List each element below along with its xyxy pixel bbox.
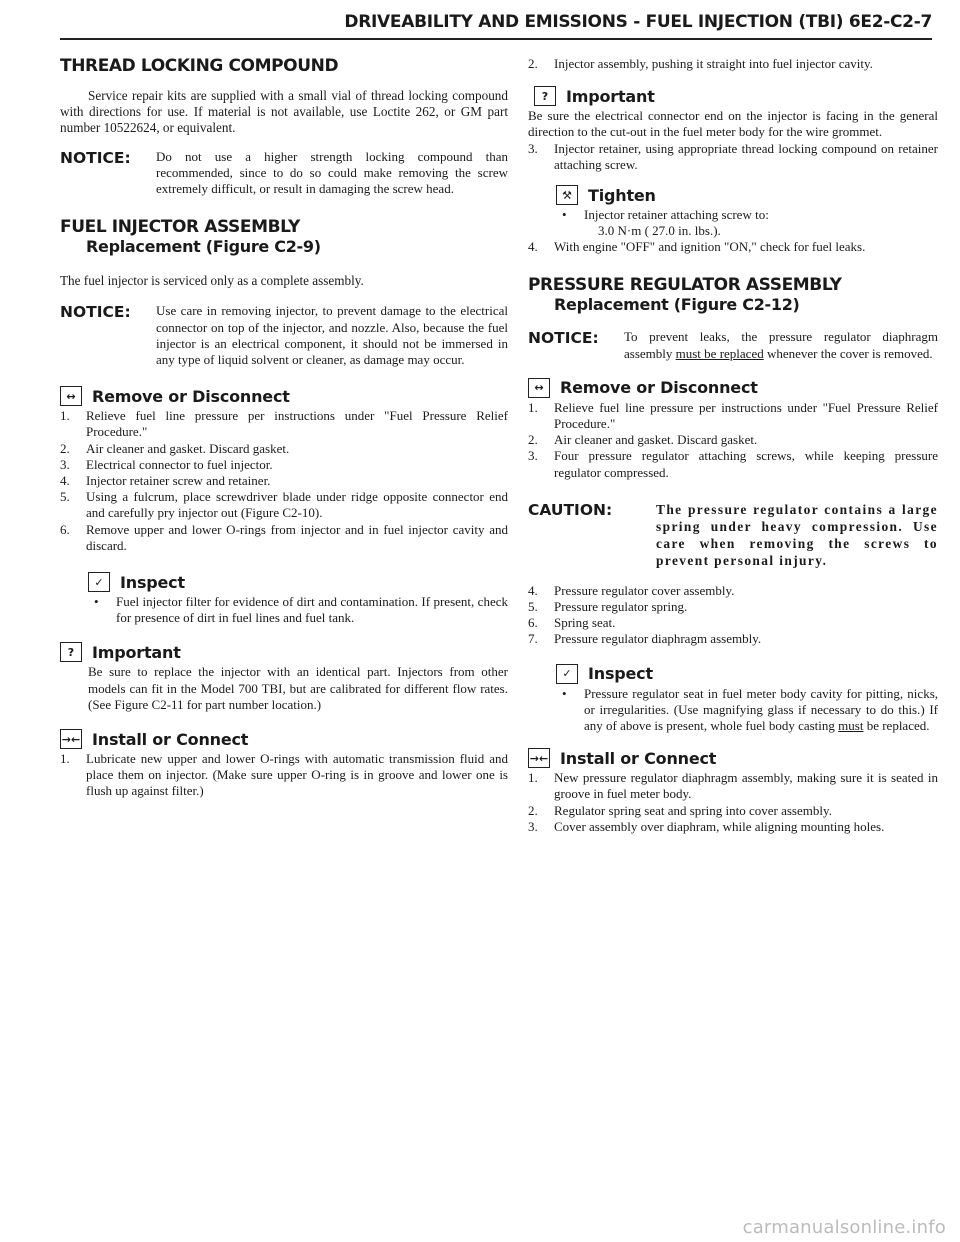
install-heading	[528, 746, 938, 770]
right-column	[528, 56, 938, 835]
notice-text: To prevent leaks, the pressure regulator diaphragm assembly must be replaced whenever the cover is removed.	[624, 329, 938, 361]
install-heading-label: Install or Connect	[560, 748, 717, 768]
list-item: 1. Lubricate new upper and lower O-rings with automatic transmission fluid and place them on injector. (Make sure upper O-ring is in groove and lower one is flush up against filter.)	[60, 751, 508, 799]
important-heading	[60, 640, 508, 664]
list-item: 1. New pressure regulator diaphragm assembly, making sure it is seated in groove in fuel meter body.	[528, 770, 938, 802]
tighten-heading	[556, 183, 938, 207]
list-item: 6. Spring seat.	[528, 615, 616, 631]
remove-disconnect-icon: ↔	[60, 386, 82, 406]
important-icon: ?	[534, 86, 556, 106]
remove-heading	[528, 376, 938, 400]
notice-label: NOTICE:	[528, 329, 599, 348]
inspect-icon: ✓	[556, 664, 578, 684]
torque-value: 3.0 N·m ( 27.0 in. lbs.).	[598, 223, 721, 239]
inspect-heading	[88, 570, 508, 594]
thread-notice	[60, 149, 508, 198]
notice-text: Do not use a higher strength locking compound than recommended, since to do so could make removing the screw extremely difficult, or result in damaging the screw head.	[156, 148, 508, 197]
important-heading-label: Important	[92, 642, 181, 662]
list-item: 2. Regulator spring seat and spring into cover assembly.	[528, 802, 832, 818]
inspect-list	[556, 686, 938, 735]
install-steps-continued	[528, 239, 938, 255]
bullet-icon: •	[562, 685, 567, 701]
remove-heading-label: Remove or Disconnect	[560, 378, 758, 398]
install-steps	[528, 770, 938, 835]
list-item: 2. Injector assembly, pushing it straight into fuel injector cavity.	[528, 56, 873, 71]
install-connect-icon: →←	[528, 748, 550, 768]
list-item: 3. Electrical connector to fuel injector.	[60, 456, 273, 472]
remove-heading	[60, 384, 508, 408]
notice-text: Use care in removing injector, to prevent damage to the electrical connector on top of the injector, and nozzle. Also, because the fuel injector is an electrical component, it should not be immersed in any type of liquid solvent or cleaner, as damage may occur.	[156, 303, 508, 368]
important-heading-label: Important	[566, 86, 655, 106]
remove-steps	[60, 408, 508, 554]
list-item: 4. Pressure regulator cover assembly.	[528, 582, 735, 598]
thread-locking-paragraph: Service repair kits are supplied with a small vial of thread locking compound with directions for use. If material is not available, use Loctite 262, or GM part number 10522624, or equivalent.	[60, 88, 508, 136]
list-item: 6. Remove upper and lower O-rings from injector and in fuel injector cavity and discard.	[60, 521, 508, 553]
remove-disconnect-icon: ↔	[528, 378, 550, 398]
list-item: 2. Air cleaner and gasket. Discard gasket.	[60, 440, 290, 456]
list-item: 5. Using a fulcrum, place screwdriver blade under ridge opposite connector end and carefully pry injector out (Figure C2-10).	[60, 489, 508, 521]
notice-label: NOTICE:	[60, 303, 131, 322]
page-header: DRIVEABILITY AND EMISSIONS - FUEL INJECTION (TBI) 6E2-C2-7	[60, 8, 932, 40]
list-item: • Fuel injector filter for evidence of dirt and contamination. If present, check for presence of dirt in fuel lines and fuel tank.	[88, 594, 508, 626]
wrench-icon: ⚒	[556, 185, 578, 205]
notice-label: NOTICE:	[60, 148, 131, 167]
caution-label: CAUTION:	[528, 500, 613, 519]
list-item: 2. Air cleaner and gasket. Discard gasket.	[528, 432, 758, 448]
inspect-list	[88, 594, 508, 626]
inspect-heading-label: Inspect	[120, 572, 185, 592]
list-item: 1. Relieve fuel line pressure per instructions under "Fuel Pressure Relief Procedure."	[528, 399, 938, 432]
inspect-heading	[556, 662, 938, 686]
list-item: 4. With engine "OFF" and ignition "ON," check for fuel leaks.	[528, 239, 866, 255]
watermark: carmanualsonline.info	[742, 1217, 946, 1238]
list-item: 5. Pressure regulator spring.	[528, 599, 688, 615]
inspect-heading-label: Inspect	[588, 664, 653, 684]
fuel-injector-paragraph: The fuel injector is serviced only as a complete assembly.	[60, 273, 364, 289]
install-heading-label: Install or Connect	[92, 729, 249, 749]
list-item: • Injector retainer attaching screw to:	[556, 207, 938, 223]
list-item: 3. Four pressure regulator attaching screws, while keeping pressure regulator compressed.	[528, 448, 938, 480]
tighten-heading-label: Tighten	[588, 185, 656, 205]
list-item: 4. Injector retainer screw and retainer.	[60, 473, 271, 489]
important-heading	[534, 84, 938, 108]
thread-locking-heading: THREAD LOCKING COMPOUND	[60, 56, 339, 76]
caution-text: The pressure regulator contains a large spring under heavy compression. Use care when removing the screws to prevent personal injury.	[656, 501, 938, 568]
list-item: 3. Injector retainer, using appropriate thread locking compound on retainer attaching screw.	[528, 140, 938, 172]
remove-steps-continued	[528, 583, 938, 648]
left-column	[60, 56, 508, 800]
install-steps-continued	[528, 56, 938, 72]
pressure-regulator-heading: PRESSURE REGULATOR ASSEMBLY	[528, 275, 842, 296]
fuel-injector-subheading: Replacement (Figure C2-9)	[86, 237, 321, 257]
remove-steps	[528, 400, 938, 481]
remove-heading-label: Remove or Disconnect	[92, 386, 290, 406]
list-item: 3. Cover assembly over diaphram, while aligning mounting holes.	[528, 818, 885, 834]
tighten-list	[556, 207, 938, 223]
list-item: 1. Relieve fuel line pressure per instructions under "Fuel Pressure Relief Procedure."	[60, 408, 508, 440]
install-steps-continued	[528, 141, 938, 173]
list-item: • Pressure regulator seat in fuel meter body cavity for pitting, nicks, or irregularities. (Use magnifying glass if necessary to do this.) If any of above is present, whole fuel body casting must be replaced.	[556, 686, 938, 735]
install-connect-icon: →←	[60, 729, 82, 749]
injector-notice	[60, 303, 508, 368]
pressure-regulator-subheading: Replacement (Figure C2-12)	[554, 295, 800, 315]
bullet-icon: •	[94, 594, 99, 610]
install-steps	[60, 751, 508, 800]
inspect-icon: ✓	[88, 572, 110, 592]
install-heading	[60, 727, 508, 751]
regulator-notice	[528, 329, 938, 361]
bullet-icon: •	[562, 207, 567, 223]
list-item: 7. Pressure regulator diaphragm assembly.	[528, 631, 762, 647]
caution-block	[528, 501, 938, 569]
important-text: Be sure the electrical connector end on the injector is facing in the general direction to the cut-out in the fuel meter body for the wire grommet.	[528, 108, 938, 140]
fuel-injector-heading: FUEL INJECTOR ASSEMBLY	[60, 217, 300, 238]
important-text: Be sure to replace the injector with an identical part. Injectors from other models can fit in the Model 700 TBI, but are calibrated for different flow rates. (See Figure C2-11 for part number location.)	[88, 664, 508, 712]
important-icon: ?	[60, 642, 82, 662]
